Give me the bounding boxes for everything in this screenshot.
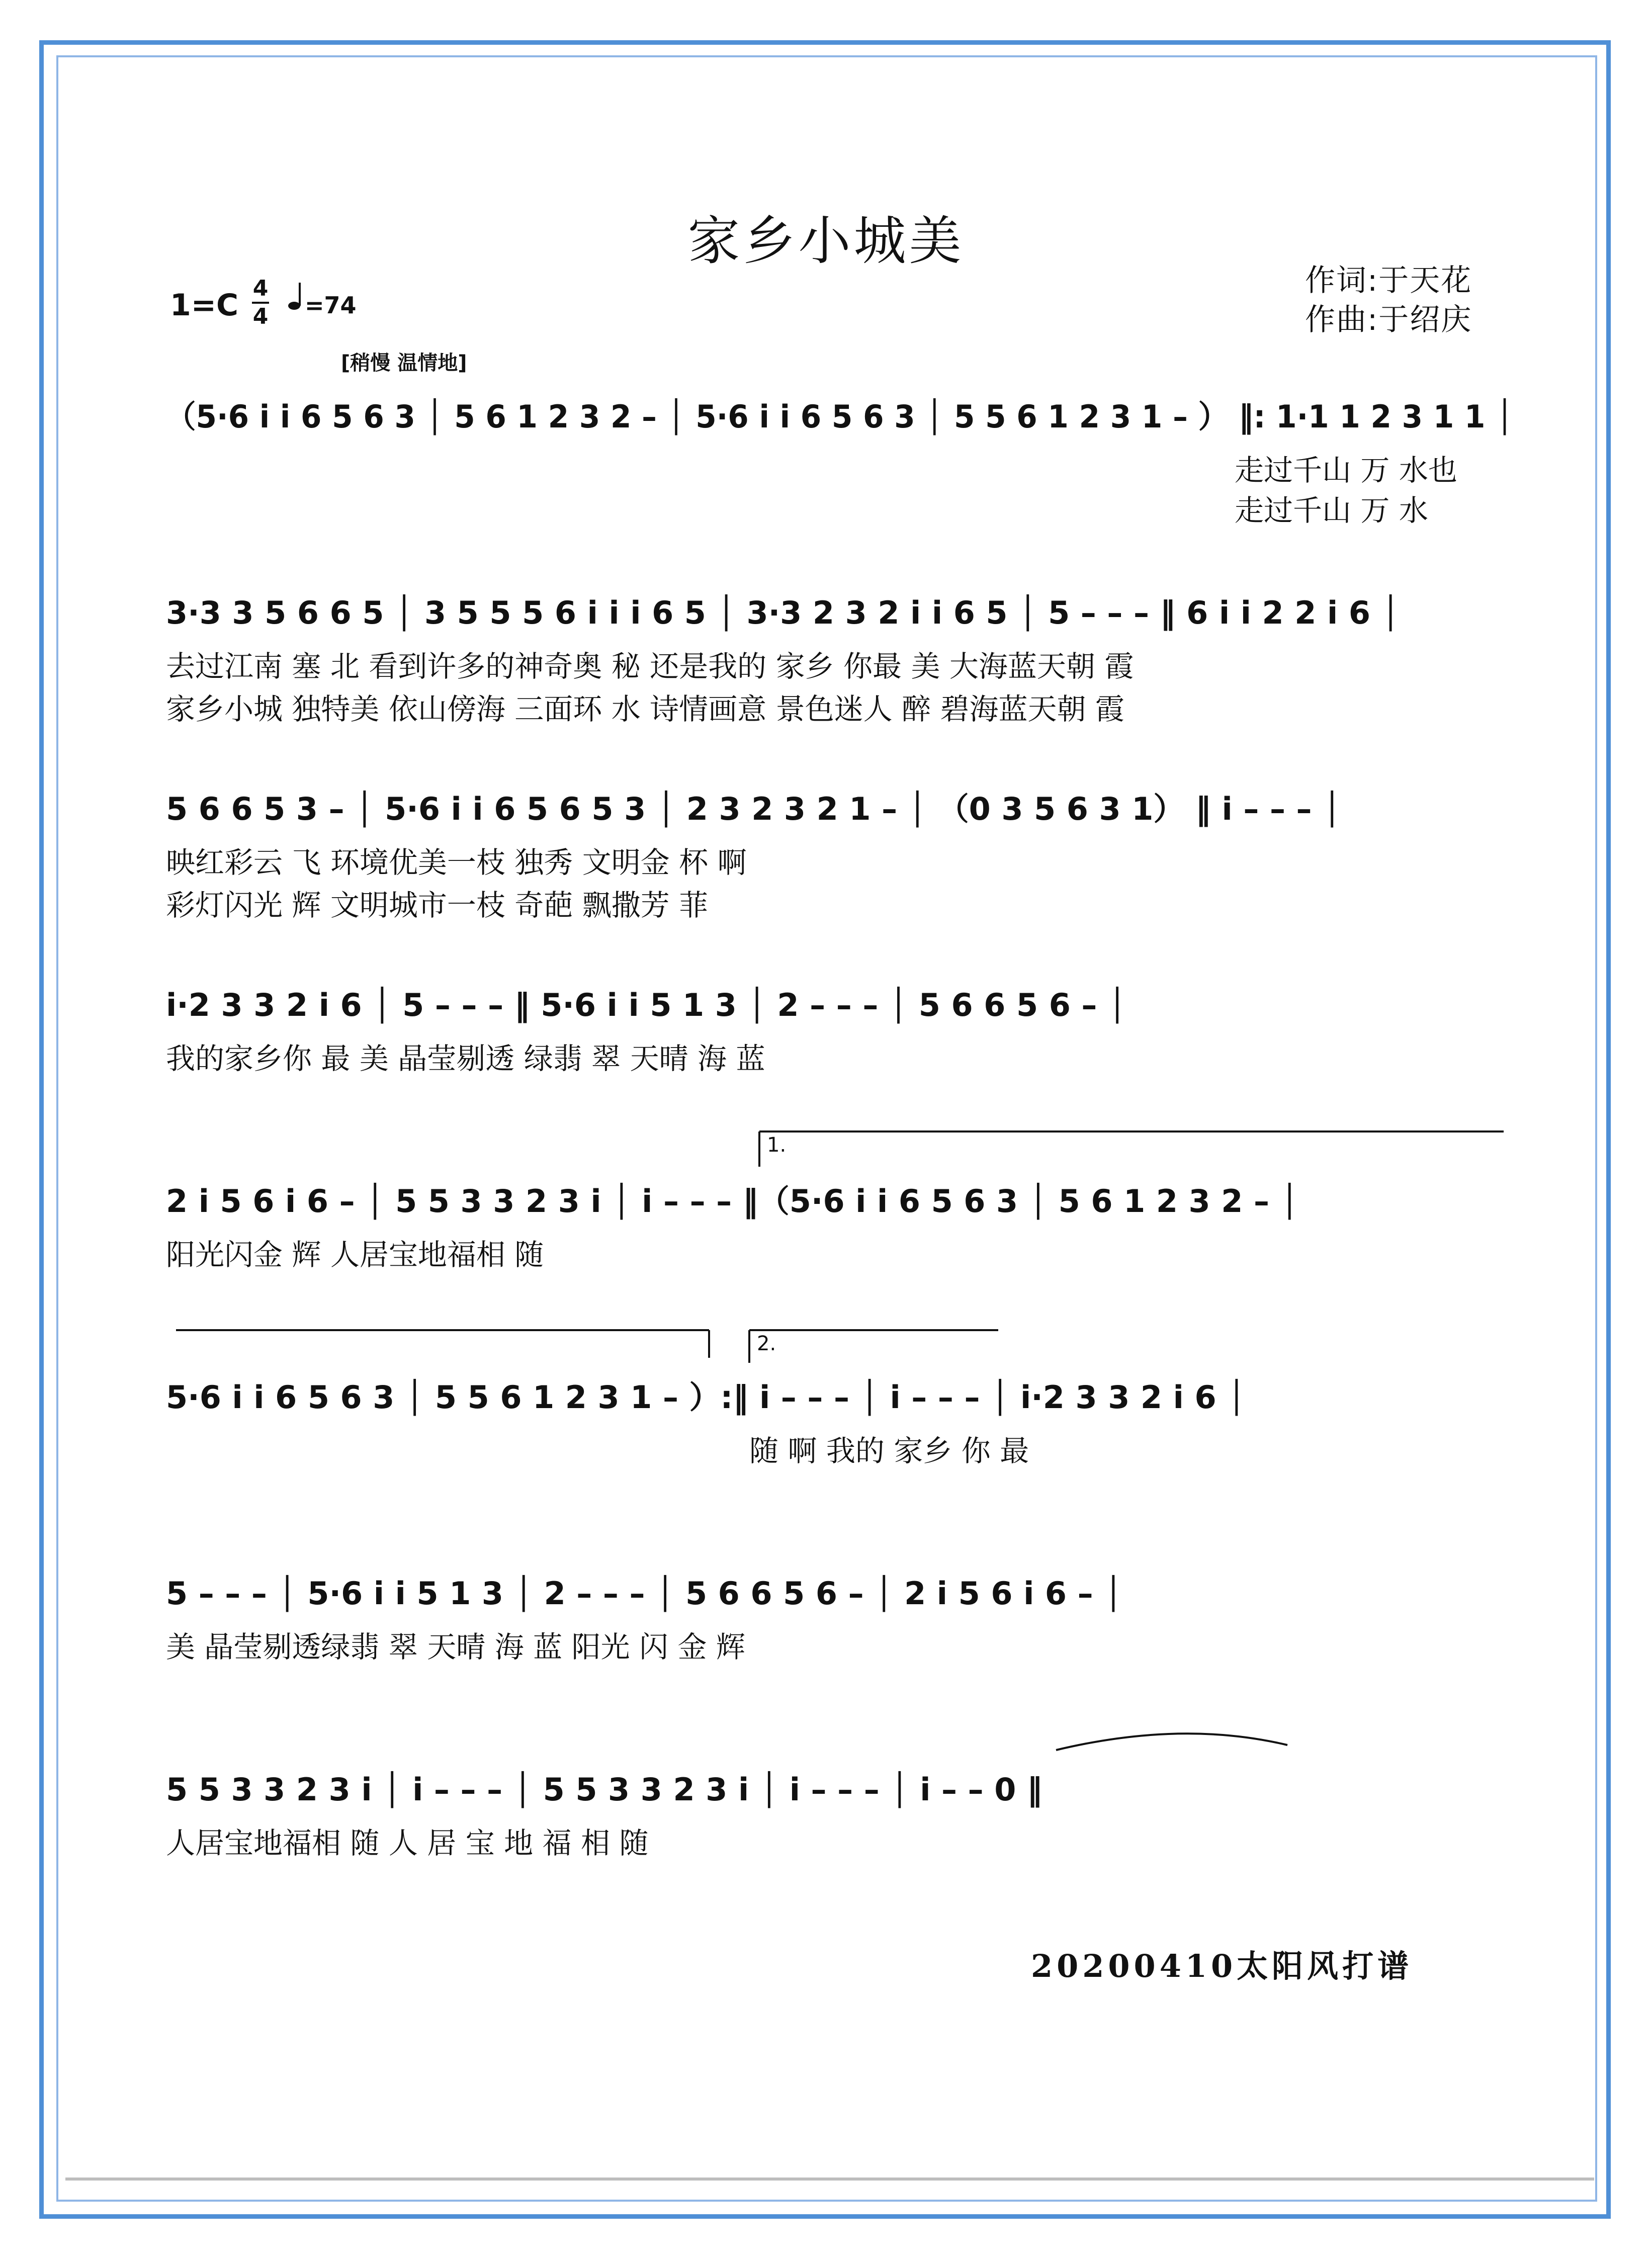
score-line-1-lyrics-2: 走过千山 万 水 (1235, 493, 1428, 528)
score-line-2-lyrics-1: 去过江南 塞 北 看到许多的神奇奥 秘 还是我的 家乡 你最 美 大海蓝天朝 霞 (166, 649, 1134, 683)
score-line-4-lyrics-1: 我的家乡你 最 美 晶莹剔透 绿翡 翠 天晴 海 蓝 (166, 1041, 765, 1076)
time-signature-bottom: 4 (252, 304, 269, 329)
score-line-2-notes: 3·3 3 5 6 6 5 │ 3 5 5 5 6 i i i 6 5 │ 3·3 2 3 2 i i 6 5 │ 5 – – – ‖ 6 i i 2 2 i 6 │ (166, 594, 1400, 631)
score-line-7-lyrics-1: 美 晶莹剔透绿翡 翠 天晴 海 蓝 阳光 闪 金 辉 (166, 1630, 745, 1664)
score-line-3-lyrics-1: 映红彩云 飞 环境优美一枝 独秀 文明金 杯 啊 (166, 845, 747, 880)
score-line-1-notes: （5·6 i i 6 5 6 3 │ 5 6 1 2 3 2 – │ 5·6 i i 6 5 6 3 │ 5 5 6 1 2 3 1 – ） ‖: 1·1 1 2 3 1 1 │ (166, 398, 1570, 435)
expression-marking: [稍慢 温情地] (341, 352, 467, 375)
score-line-1-lyrics-1: 走过千山 万 水也 (1235, 453, 1457, 487)
tie-arc (1056, 1733, 1287, 1750)
score-line-7-notes: 5 – – – │ 5·6 i i 5 1 3 │ 2 – – – │ 5 6 6 5 6 – │ 2 i 5 6 i 6 – │ (166, 1575, 1123, 1612)
score-line-6-notes: 5·6 i i 6 5 6 3 │ 5 5 6 1 2 3 1 – ）:‖ i – – – │ i – – – │ i·2 3 3 2 i 6 │ (166, 1379, 1246, 1416)
footer-credit: 20200410太阳风打谱 (1031, 1948, 1413, 1984)
score-line-2-lyrics-2: 家乡小城 独特美 依山傍海 三面环 水 诗情画意 景色迷人 醉 碧海蓝天朝 霞 (166, 692, 1124, 726)
score-line-3-lyrics-2: 彩灯闪光 辉 文明城市一枝 奇葩 飘撒芳 菲 (166, 888, 709, 922)
score-line-6-lyrics-1: 随 啊 我的 家乡 你 最 (749, 1434, 1029, 1468)
score-line-3-notes: 5 6 6 5 3 – │ 5·6 i i 6 5 6 5 3 │ 2 3 2 3 2 1 – │ （0 3 5 6 3 1） ‖ i – – – │ (166, 791, 1342, 827)
score-line-8-notes: 5 5 3 3 2 3 i │ i – – – │ 5 5 3 3 2 3 i │ i – – – │ i – – 0 ‖ (166, 1771, 1042, 1808)
score-line-8-lyrics-1: 人居宝地福相 随 人 居 宝 地 福 相 随 (166, 1826, 649, 1860)
key-signature: 1=C (170, 288, 239, 323)
time-signature-top: 4 (252, 276, 269, 301)
song-title: 家乡小城美 (687, 210, 965, 272)
volta-1-label: 1. (767, 1134, 787, 1157)
score-line-5-lyrics-1: 阳光闪金 辉 人居宝地福相 随 (166, 1238, 544, 1272)
score-line-4-notes: i·2 3 3 2 i 6 │ 5 – – – ‖ 5·6 i i 5 1 3 │ 2 – – – │ 5 6 6 5 6 – │ (166, 987, 1127, 1023)
lyricist-credit: 作词:于天花 (1305, 263, 1472, 298)
composer-credit: 作曲:于绍庆 (1305, 302, 1472, 337)
tempo-marking: =74 (305, 292, 357, 319)
volta-2-label: 2. (757, 1332, 776, 1355)
score-line-5-notes: 2 i 5 6 i 6 – │ 5 5 3 3 2 3 i │ i – – – ‖（5·6 i i 6 5 6 3 │ 5 6 1 2 3 2 – │ (166, 1183, 1299, 1220)
